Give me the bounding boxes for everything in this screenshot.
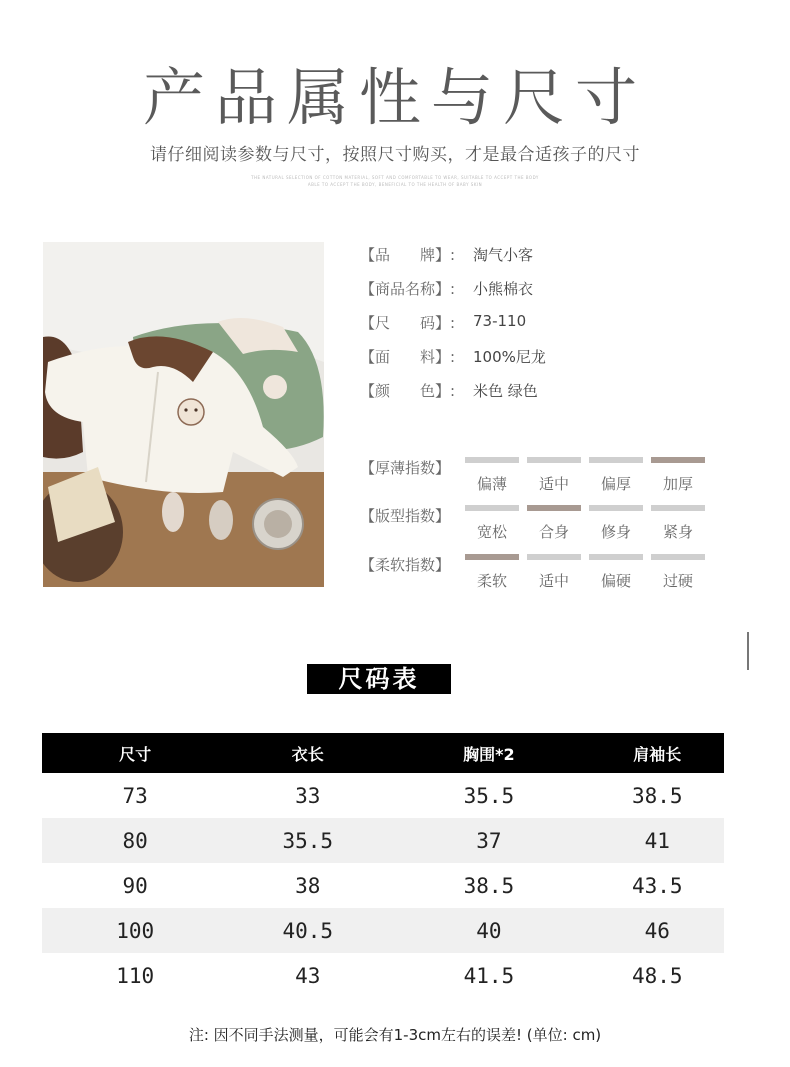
table-cell: 43	[295, 963, 321, 988]
table-cell: 100	[42, 908, 228, 953]
header-length: 衣长	[228, 733, 387, 773]
index-option-label: 修身	[600, 523, 631, 541]
index-bar-selected	[527, 505, 581, 511]
attribute-value: 73-110	[473, 312, 527, 330]
table-cell: 38	[295, 873, 321, 898]
attribute-label: 【商品名称】:	[360, 280, 456, 298]
table-cell: 90	[122, 873, 148, 898]
index-label-thickness: 【厚薄指数】	[360, 459, 451, 477]
table-cell: 38.5	[631, 783, 683, 808]
table-cell: 40	[387, 908, 590, 953]
index-option-label: 宽松	[476, 523, 507, 541]
page-title: 产品属性与尺寸	[142, 61, 647, 134]
fine-print-line-1: THE NATURAL SELECTION OF COTTON MATERIAL, SOFT AND COMFORTABLE TO WEAR, SUITABLE TO ACCEPT THE BODY	[251, 175, 539, 180]
attribute-label: 【面 料】:	[360, 348, 456, 366]
table-cell: 40.5	[228, 908, 387, 953]
table-cell: 41.5	[463, 963, 515, 988]
table-cell: 38.5	[463, 873, 515, 898]
size-table-header-row	[42, 733, 724, 773]
table-row	[42, 953, 724, 998]
index-option	[589, 457, 643, 494]
index-option	[527, 457, 581, 494]
table-row	[42, 908, 724, 953]
table-cell: 35.5	[228, 818, 387, 863]
index-option	[527, 554, 581, 591]
table-cell: 48.5	[631, 963, 683, 988]
index-bar	[589, 554, 643, 560]
index-option	[465, 554, 519, 591]
index-bar	[589, 457, 643, 463]
table-cell: 33	[295, 783, 321, 808]
product-photo	[43, 242, 324, 587]
table-cell: 110	[116, 963, 155, 988]
size-table	[42, 733, 724, 998]
table-cell: 37	[387, 818, 590, 863]
header-chest: 胸围*2	[387, 733, 590, 773]
index-bar	[651, 554, 705, 560]
index-option	[651, 505, 705, 542]
table-cell: 73	[122, 783, 148, 808]
index-option-label: 紧身	[662, 523, 693, 541]
table-row	[42, 863, 724, 908]
page-subtitle: 请仔细阅读参数与尺寸，按照尺寸购买，才是最合适孩子的尺寸	[150, 145, 640, 165]
table-row	[42, 818, 724, 863]
index-option-label: 适中	[538, 475, 569, 493]
index-bar	[527, 554, 581, 560]
table-cell: 43.5	[631, 873, 683, 898]
index-bar-selected	[651, 457, 705, 463]
index-option-label: 适中	[538, 572, 569, 590]
header-size: 尺寸	[42, 733, 228, 773]
header-sleeve: 肩袖长	[591, 733, 724, 773]
index-option	[527, 505, 581, 542]
index-option	[465, 505, 519, 542]
attribute-label: 【品 牌】:	[360, 246, 456, 264]
attribute-value: 小熊棉衣	[473, 280, 534, 298]
index-bar	[527, 457, 581, 463]
index-bar	[465, 457, 519, 463]
index-option-label: 偏硬	[600, 572, 631, 590]
index-option-label: 加厚	[662, 475, 693, 493]
measurement-note: 注: 因不同手法测量，可能会有1-3cm左右的误差! (单位: cm)	[188, 1026, 602, 1044]
index-option-label: 柔软	[476, 572, 507, 590]
table-cell: 80	[42, 818, 228, 863]
attribute-value: 淘气小客	[473, 246, 534, 264]
table-row	[42, 773, 724, 818]
index-bar	[651, 505, 705, 511]
table-cell: 35.5	[463, 783, 515, 808]
table-cell: 41	[591, 818, 724, 863]
index-label-fit: 【版型指数】	[360, 507, 451, 525]
attribute-value: 米色 绿色	[473, 382, 538, 400]
table-cell: 46	[591, 908, 724, 953]
index-option	[589, 554, 643, 591]
index-option	[651, 554, 705, 591]
attribute-label: 【颜 色】:	[360, 382, 456, 400]
index-option-label: 合身	[538, 523, 569, 541]
index-bar	[465, 505, 519, 511]
index-option-label: 过硬	[662, 572, 693, 590]
index-option-label: 偏厚	[600, 475, 631, 493]
attribute-label: 【尺 码】:	[360, 314, 456, 332]
index-option-label: 偏薄	[476, 475, 507, 493]
side-divider	[747, 632, 749, 670]
index-option	[651, 457, 705, 494]
attribute-value: 100%尼龙	[473, 348, 546, 366]
index-bar-selected	[465, 554, 519, 560]
index-label-softness: 【柔软指数】	[360, 556, 451, 574]
size-table-title: 尺码表	[307, 664, 451, 694]
index-option	[589, 505, 643, 542]
fine-print-line-2: ABLE TO ACCEPT THE BODY, BENEFICIAL TO THE HEALTH OF BABY SKIN	[307, 182, 483, 187]
index-bar	[589, 505, 643, 511]
index-option	[465, 457, 519, 494]
